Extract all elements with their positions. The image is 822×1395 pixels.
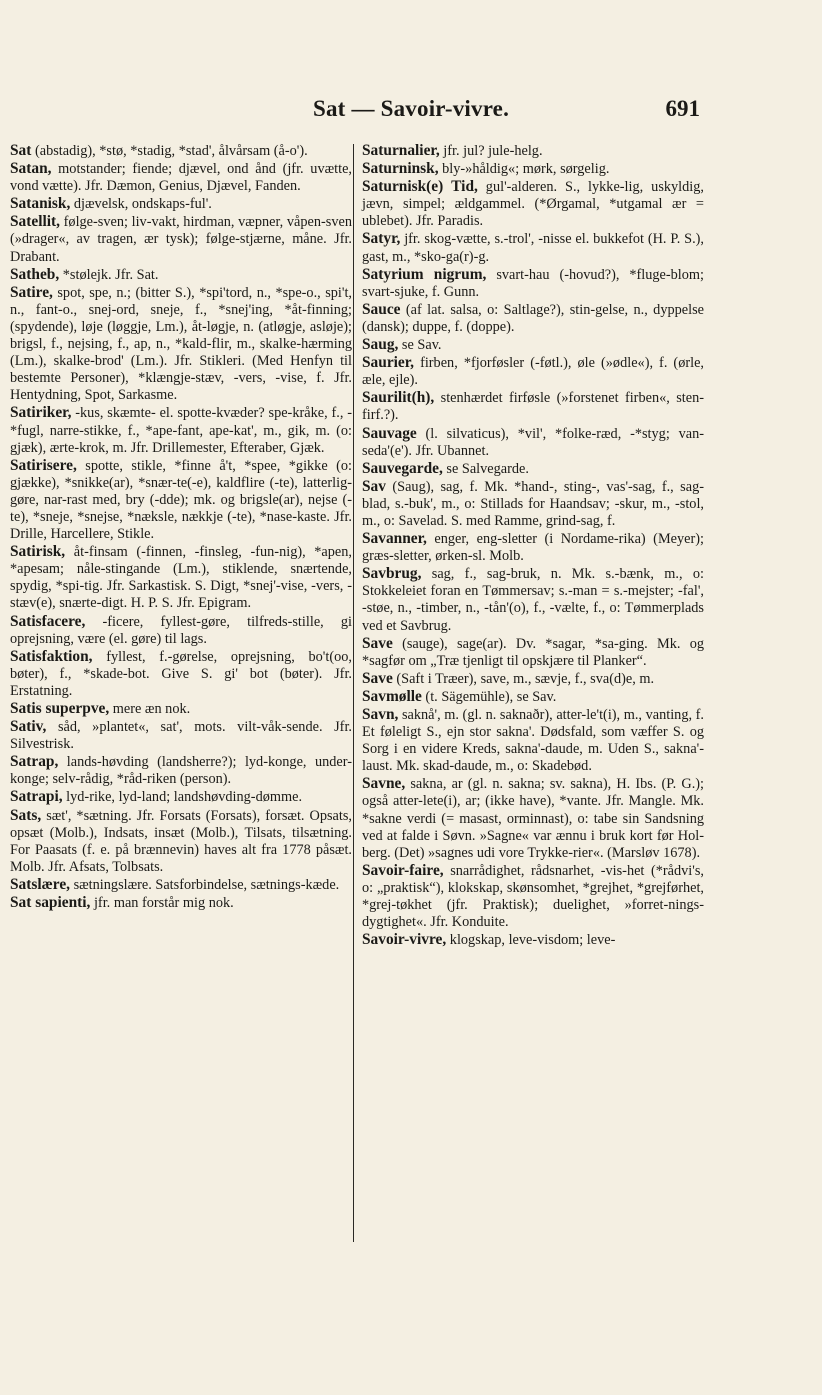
- entry-headword: Satanisk,: [10, 195, 71, 213]
- entry-headword: Savn,: [362, 706, 399, 723]
- dictionary-entry: [362, 266, 704, 301]
- dictionary-entry: [362, 530, 704, 565]
- column-divider: [353, 144, 354, 1242]
- dictionary-entry: [10, 543, 352, 612]
- entry-headword: Satellit,: [10, 213, 61, 231]
- entry-definition: fyllest, f.-gørelse, oprejsning, bo't(oo, bøter), f., *skade-bot. Give S. gi' bot (bøter). Jfr. Erstatning.: [10, 648, 352, 699]
- entry-headword: Satrapi,: [10, 788, 63, 806]
- dictionary-entry: [362, 931, 704, 949]
- entry-headword: Satiriker,: [10, 404, 72, 422]
- dictionary-entry: [362, 670, 704, 688]
- entry-headword: Sat: [10, 142, 32, 159]
- entry-definition: (Saft i Træer), save, m., sævje, f., sva(d)e, m.: [392, 670, 655, 687]
- entry-definition: jfr. jul? jule-helg.: [439, 143, 543, 159]
- entry-headword: Savbrug,: [362, 565, 422, 583]
- left-column: [10, 142, 352, 912]
- entry-headword: Saturninsk,: [362, 160, 439, 178]
- entry-definition: enger, eng-sletter (i Nordame-rika) (Meyer); græs-sletter, ørken-sl. Molb.: [362, 531, 704, 565]
- entry-headword: Save: [362, 669, 393, 687]
- entry-headword: Savmølle: [362, 687, 422, 705]
- dictionary-entry: [362, 160, 704, 178]
- dictionary-entry: [10, 876, 352, 894]
- entry-definition: -ficere, fyllest-gøre, tilfreds-stille, gi oprejsning, være (el. gøre) til lags.: [10, 613, 352, 647]
- dictionary-entry: [10, 648, 352, 700]
- dictionary-entry: [362, 336, 704, 354]
- entry-definition: gul'-alderen. S., lykke-lig, uskyldig, jævn, simpel; ældgammel. (*Ørgamal, *utgamal ær = ublebet). Jfr. Paradis.: [362, 179, 704, 230]
- dictionary-entry: [10, 213, 352, 265]
- page-title: Sat — Savoir-vivre.: [312, 96, 510, 121]
- entry-definition: stenhærdet firføsle (»forstenet firben«, sten-firf.?).: [362, 390, 704, 424]
- entry-definition: lands-høvding (landsherre?); lyd-konge, under-konge; selv-rådig, *råd-riken (person).: [10, 754, 352, 788]
- entry-definition: jfr. man forstår mig nok.: [90, 895, 234, 912]
- dictionary-entry: [362, 862, 704, 931]
- dictionary-entry: [362, 460, 704, 478]
- entry-headword: Satheb,: [10, 265, 60, 283]
- dictionary-entry: [362, 301, 704, 336]
- entry-definition: djævelsk, ondskaps-ful'.: [70, 196, 212, 213]
- entry-definition: svart-hau (-hovud?), *fluge-blom; svart-sjuke, f. Gunn.: [362, 266, 704, 300]
- dictionary-entry: [10, 753, 352, 788]
- dictionary-entry: [10, 613, 352, 648]
- entry-headword: Sauvage: [362, 424, 417, 442]
- entry-headword: Saurier,: [362, 354, 415, 372]
- entry-headword: Save: [362, 634, 393, 652]
- entry-headword: Satire,: [10, 283, 53, 301]
- entry-headword: Savanner,: [362, 530, 427, 548]
- entry-headword: Satrap,: [10, 753, 59, 771]
- entry-headword: Sav: [362, 477, 386, 495]
- dictionary-entry: [10, 142, 352, 160]
- entry-definition: sag, f., sag-bruk, n. Mk. s.-bænk, m., o: Stokkeleiet foran en Tømmersav; s.-man = s.-mejster; -fal', -støe, n., -timber, n., -tån'(o), f., -vælte, f., o: Tømmerplads ved et Savbrug.: [362, 566, 704, 634]
- dictionary-entry: [362, 565, 704, 634]
- entry-definition: -kus, skæmte- el. spotte-kvæder? spe-kråke, f., -*fugl, narre-stikke, f., *ape-fant, ape-kat', m., gik, m. (o: gjæk), ærte-krok, m. Jfr. Drillemester, Efteraber, Gjæk.: [10, 405, 352, 456]
- dictionary-entry: [10, 700, 352, 718]
- entry-definition: (Saug), sag, f. Mk. *hand-, sting-, vas'-sag, f., sag-blad, s.-buk', m., o: Stillads for Haandsav; -skur, m., -stol, m., o: Savelad. S. med Ramme, grind-sag, f.: [362, 478, 704, 529]
- entry-headword: Sat sapienti,: [10, 894, 91, 912]
- entry-definition: (t. Sägemühle), se Sav.: [421, 688, 557, 705]
- entry-headword: Satirisere,: [10, 456, 77, 474]
- entry-headword: Satirisk,: [10, 543, 66, 561]
- dictionary-entry: [10, 160, 352, 195]
- dictionary-entry: [10, 457, 352, 543]
- entry-definition: snarrådighet, rådsnarhet, -vis-het (*rådvi's, o: „praktisk“), klokskap, skønsomhet, *grejhet, *grejførhet, *grej-tøkhet (jfr. Praktisk); duelighet, »forret-nings-dygtighet«. Jfr. Konduite.: [362, 862, 704, 931]
- entry-headword: Sauce: [362, 300, 401, 318]
- dictionary-entry: [362, 635, 704, 670]
- entry-definition: jfr. skog-vætte, s.-trol', -nisse el. bukkefot (H. P. S.), gast, m., *sko-ga(r)-g.: [362, 231, 704, 265]
- entry-headword: Satisfaktion,: [10, 647, 93, 665]
- dictionary-entry: [10, 788, 352, 806]
- entry-headword: Satan,: [10, 160, 52, 178]
- entry-headword: Savne,: [362, 775, 406, 793]
- dictionary-entry: [10, 195, 352, 213]
- entry-headword: Saurilit(h),: [362, 389, 435, 407]
- entry-definition: *stølejk. Jfr. Sat.: [59, 266, 159, 283]
- dictionary-entry: [362, 389, 704, 424]
- dictionary-entry: [362, 178, 704, 230]
- entry-definition: se Salvegarde.: [442, 460, 529, 477]
- dictionary-entry: [362, 354, 704, 389]
- entry-definition: mere æn nok.: [109, 701, 191, 717]
- dictionary-entry: [362, 425, 704, 460]
- entry-headword: Saturnisk(e) Tid,: [362, 178, 478, 196]
- dictionary-entry: [362, 688, 704, 706]
- entry-definition: følge-sven; liv-vakt, hirdman, væpner, våpen-sven (»drager«, av tragen, ær tysk); følge-stjærne, måne. Jfr. Drabant.: [10, 214, 352, 265]
- entry-definition: saknå', m. (gl. n. saknaðr), atter-le't(i), m., vanting, f. Et føleligt S., ejn stor sakna'. Dødsfald, som væffer S. og Sorg i en videre Kreds, sakna'-daude, m. Uden S., sakna'-laust. Mk. skad-daude, m., o: Skadebød.: [362, 707, 704, 775]
- dictionary-entry: [362, 230, 704, 265]
- entry-headword: Savoir-faire,: [362, 861, 444, 879]
- entry-definition: åt-finsam (-finnen, -finsleg, -fun-nig), *apen, *apesam; nåle-stingande (Lm.), stiklende, snærtende, spydig, *spi-tig. Jfr. Sarkastisk. S. Digt, *snej'-vise, -vers, -stæv(e), snærte-digt. H. P. S. Jfr. Epigram.: [10, 544, 352, 612]
- entry-headword: Saug,: [362, 336, 399, 354]
- entry-definition: (af lat. salsa, o: Saltlage?), stin-gelse, n., dyppelse (dansk); duppe, f. (doppe).: [362, 301, 704, 335]
- dictionary-entry: [10, 807, 352, 876]
- entry-definition: (sauge), sage(ar). Dv. *sagar, *sa-ging. Mk. og *sagfør om „Træ tjenligt til opskjære til Planker“.: [362, 635, 704, 669]
- dictionary-entry: [10, 718, 352, 753]
- entry-definition: motstander; fiende; djævel, ond ånd (jfr. uvætte, vond vætte). Jfr. Dæmon, Genius, Djævel, Fanden.: [10, 161, 352, 195]
- page-number: 691: [665, 96, 700, 121]
- entry-definition: sætningslære. Satsforbindelse, sætnings-kæde.: [70, 876, 340, 893]
- entry-definition: såd, »plantet«, sat', mots. vilt-våk-sende. Jfr. Silvestrisk.: [10, 719, 352, 753]
- dictionary-entry: [362, 478, 704, 530]
- entry-definition: spotte, stikle, *finne å't, *spee, *gikke (o: gjække), *snikke(ar), *snær-te(-e), kaldflire (-te), latterlig-gøre, nar-rast med, bry (-dde); mk. og brigsle(ar), nejse (-te), *sneje, *snejse, *nækslе, nækkje (-te), *nase-kaste. Jfr. Drille, Harcellere, Stikle.: [10, 457, 352, 543]
- dictionary-entry: [362, 142, 704, 160]
- entry-definition: (l. silvaticus), *vil', *folke-ræd, -*styg; van-seda'(e'). Jfr. Ubannet.: [362, 425, 704, 459]
- right-column: [362, 142, 704, 949]
- entry-definition: lyd-rike, lyd-land; landshøvding-dømme.: [62, 789, 303, 806]
- entry-headword: Satyrium nigrum,: [362, 265, 487, 283]
- dictionary-entry: [362, 706, 704, 775]
- entry-definition: se Sav.: [398, 337, 442, 354]
- dictionary-entry: [10, 266, 352, 284]
- entry-headword: Satslære,: [10, 875, 70, 893]
- entry-headword: Saturnalier,: [362, 142, 440, 159]
- entry-headword: Savoir-vivre,: [362, 931, 447, 949]
- entry-headword: Sativ,: [10, 718, 47, 736]
- entry-headword: Satisfacere,: [10, 612, 86, 630]
- entry-headword: Satyr,: [362, 230, 401, 248]
- entry-definition: klogskap, leve-visdom; leve-: [446, 932, 616, 949]
- entry-definition: sakna, ar (gl. n. sakna; sv. sakna), H. Ibs. (P. G.); også atter-lete(i), ar; (ikke have), *vante. Jfr. Mangle. Mk. *sakne verdi (= masast, orminnast), o: tabe sin Sandsning ved at falde i Søvn. »Sagne« var ænnu i bruk kort før Hol-berg. (Det) »sagnes udi vore Trykke-rier«. (Marsløv 1678).: [362, 776, 704, 861]
- entry-headword: Satis superpve,: [10, 700, 110, 717]
- entry-definition: bly-»håldig«; mørk, sørgelig.: [438, 161, 610, 178]
- dictionary-entry: [10, 404, 352, 456]
- entry-headword: Sats,: [10, 806, 42, 824]
- entry-headword: Sauvegarde,: [362, 459, 443, 477]
- entry-definition: firben, *fjorføsler (-føtl.), øle (»ødle«), f. (ørle, æle, ejle).: [362, 355, 704, 389]
- entry-definition: sæt', *sætning. Jfr. Forsats (Forsats), forsæt. Opsats, opsæt (Molb.), Indsats, insæt (Molb.), Tilsats, tilsætning. For Paasats (f. e. på brænnevin) haves alt fra 1778 påsæt. Molb. Jfr. Afsats, Tolbsats.: [10, 807, 352, 875]
- entry-definition: spot, spe, n.; (bitter S.), *spi'tord, n., *spe-o., spi't, n., fant-o., snej-ord, sneje, f., *snej'ing, *åt-finning; (spydende), løje (løggje, Lm.), åt-løgje, n. (atløgje, asløje); brigsl, f., nejsing, f., ap, n., *kald-flir, m., skalke-hærming (Lm.), skalke-brod' (Lm.). Jfr. Stikleri. (Med Henfyn til bestemte Personer), *klængje-stæv, -vers, -vise, f. Jfr. Hentydning, Spot, Sarkasme.: [10, 284, 352, 404]
- dictionary-entry: [10, 894, 352, 912]
- dictionary-entry: [362, 775, 704, 861]
- dictionary-entry: [10, 284, 352, 405]
- entry-definition: (abstadig), *stø, *stadig, *stad', ålvårsam (å-o').: [31, 143, 308, 159]
